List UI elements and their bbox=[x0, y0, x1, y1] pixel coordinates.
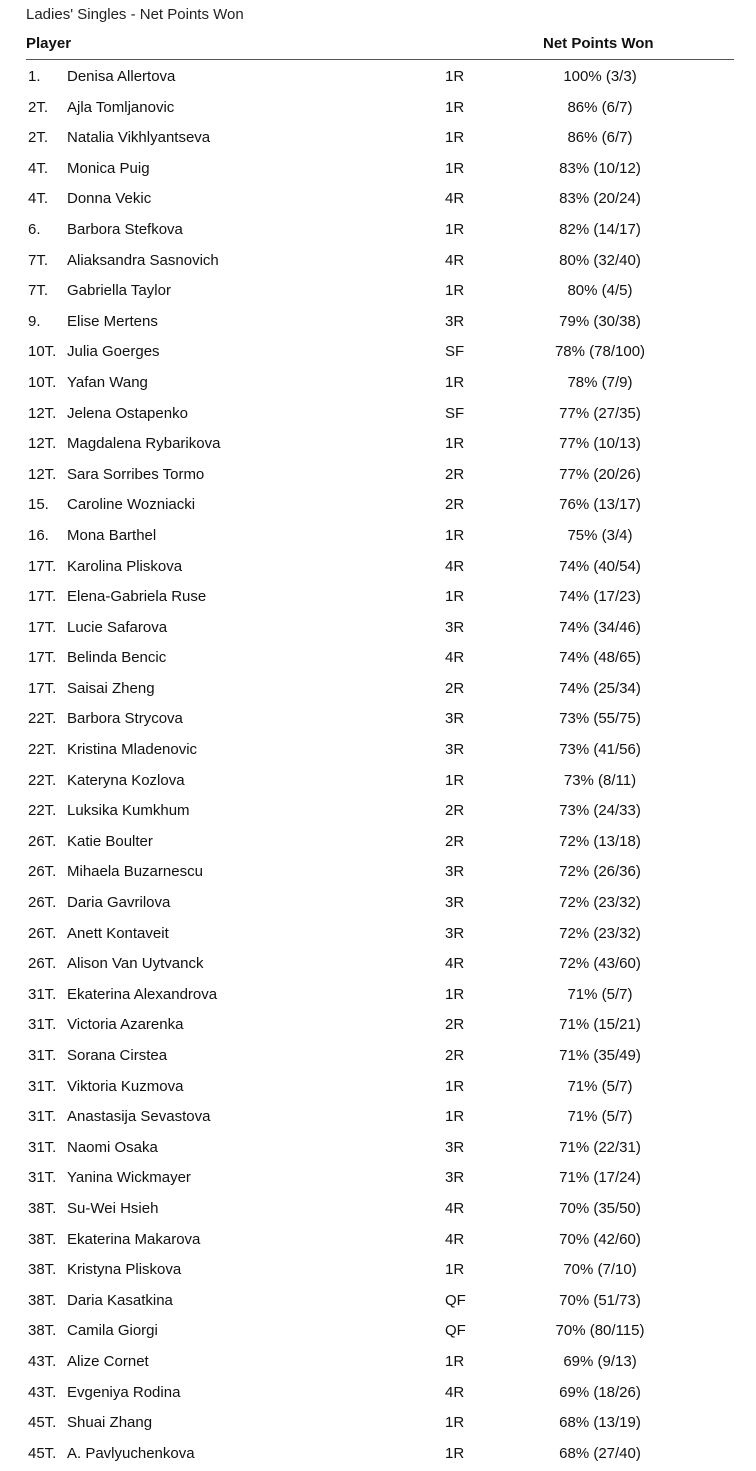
player-name-cell: Jelena Ostapenko bbox=[67, 404, 188, 422]
net-points-cell: 74% (34/46) bbox=[559, 618, 641, 636]
rank-cell: 12T. bbox=[28, 404, 57, 422]
table-row bbox=[0, 489, 756, 520]
player-name-cell: Daria Kasatkina bbox=[67, 1291, 173, 1309]
table-row bbox=[0, 551, 756, 582]
net-points-cell: 74% (48/65) bbox=[559, 649, 641, 667]
net-points-cell: 71% (17/24) bbox=[559, 1169, 641, 1187]
net-points-cell: 70% (51/73) bbox=[559, 1291, 641, 1309]
net-points-cell: 73% (8/11) bbox=[563, 771, 637, 789]
round-cell: 3R bbox=[445, 618, 465, 636]
net-points-cell: 70% (42/60) bbox=[559, 1230, 641, 1248]
net-points-cell: 83% (10/12) bbox=[559, 159, 641, 177]
round-cell: 1R bbox=[445, 985, 465, 1003]
net-points-cell: 80% (32/40) bbox=[559, 251, 641, 269]
player-name-cell: Sara Sorribes Tormo bbox=[67, 465, 205, 483]
round-cell: 4R bbox=[445, 1383, 465, 1401]
round-cell: 2R bbox=[445, 802, 465, 820]
rank-cell: 17T. bbox=[28, 649, 57, 667]
table-row bbox=[0, 948, 756, 979]
table-row bbox=[0, 1346, 756, 1377]
round-cell: 4R bbox=[445, 649, 465, 667]
player-name-cell: Kateryna Kozlova bbox=[67, 771, 185, 789]
rank-cell: 31T. bbox=[28, 1016, 57, 1034]
table-row bbox=[0, 642, 756, 673]
round-cell: 1R bbox=[445, 588, 465, 606]
net-points-cell: 74% (40/54) bbox=[559, 557, 641, 575]
player-name-cell: Ajla Tomljanovic bbox=[67, 98, 175, 116]
rank-cell: 38T. bbox=[28, 1291, 57, 1309]
player-name-cell: Elise Mertens bbox=[67, 312, 158, 330]
rank-cell: 9. bbox=[28, 312, 41, 330]
table-row bbox=[0, 336, 756, 367]
net-points-cell: 72% (23/32) bbox=[559, 924, 641, 942]
net-points-cell: 83% (20/24) bbox=[559, 190, 641, 208]
rank-cell: 31T. bbox=[28, 1138, 57, 1156]
rank-cell: 10T. bbox=[28, 343, 57, 361]
round-cell: 1R bbox=[445, 98, 465, 116]
round-cell: SF bbox=[445, 404, 465, 422]
round-cell: 1R bbox=[445, 1261, 465, 1279]
table-row bbox=[0, 183, 756, 214]
round-cell: 2R bbox=[445, 832, 465, 850]
round-cell: 1R bbox=[445, 1077, 465, 1095]
player-name-cell: Camila Giorgi bbox=[67, 1322, 158, 1340]
rank-cell: 22T. bbox=[28, 710, 57, 728]
table-row bbox=[0, 245, 756, 276]
player-name-cell: Barbora Strycova bbox=[67, 710, 183, 728]
rank-cell: 22T. bbox=[28, 771, 57, 789]
table-row bbox=[0, 1285, 756, 1316]
table-row bbox=[0, 1407, 756, 1438]
player-name-cell: Anastasija Sevastova bbox=[67, 1108, 211, 1126]
table-row bbox=[0, 367, 756, 398]
rank-cell: 2T. bbox=[28, 129, 49, 147]
rank-cell: 31T. bbox=[28, 1108, 57, 1126]
round-cell: 1R bbox=[445, 68, 465, 85]
net-points-cell: 74% (17/23) bbox=[559, 588, 641, 606]
round-cell: 1R bbox=[445, 1414, 465, 1432]
round-cell: 2R bbox=[445, 496, 465, 514]
rank-cell: 38T. bbox=[28, 1261, 57, 1279]
table-row bbox=[0, 459, 756, 490]
player-name-cell: Su-Wei Hsieh bbox=[67, 1199, 159, 1217]
round-cell: SF bbox=[445, 343, 465, 361]
player-name-cell: Aliaksandra Sasnovich bbox=[67, 251, 219, 269]
net-points-cell: 79% (30/38) bbox=[559, 312, 641, 330]
table-row bbox=[0, 122, 756, 153]
player-name-cell: Shuai Zhang bbox=[67, 1414, 153, 1432]
rank-cell: 10T. bbox=[28, 373, 57, 391]
round-cell: 4R bbox=[445, 557, 465, 575]
round-cell: 2R bbox=[445, 679, 465, 697]
player-name-cell: Evgeniya Rodina bbox=[67, 1383, 181, 1401]
player-name-cell: Katie Boulter bbox=[67, 832, 153, 850]
player-name-cell: Mona Barthel bbox=[67, 526, 157, 544]
net-points-cell: 78% (78/100) bbox=[554, 343, 646, 361]
net-points-cell: 77% (10/13) bbox=[559, 435, 641, 453]
player-name-cell: A. Pavlyuchenkova bbox=[67, 1444, 195, 1462]
net-points-cell: 71% (35/49) bbox=[559, 1047, 641, 1064]
player-name-cell: Saisai Zheng bbox=[67, 679, 155, 697]
net-points-cell: 72% (13/18) bbox=[559, 832, 641, 850]
rank-cell: 17T. bbox=[28, 557, 57, 575]
round-cell: 1R bbox=[445, 373, 465, 391]
rank-cell: 7T. bbox=[28, 251, 49, 269]
table-row bbox=[0, 703, 756, 734]
round-cell: QF bbox=[445, 1291, 466, 1309]
table-row bbox=[0, 1438, 756, 1469]
table-row bbox=[0, 1132, 756, 1163]
table-row bbox=[0, 1224, 756, 1255]
player-name-cell: Naomi Osaka bbox=[67, 1138, 158, 1156]
table-row bbox=[0, 306, 756, 337]
table-row bbox=[0, 1377, 756, 1408]
player-name-cell: Alison Van Uytvanck bbox=[67, 955, 204, 973]
player-name-cell: Anett Kontaveit bbox=[67, 924, 169, 942]
round-cell: 3R bbox=[445, 741, 465, 759]
rank-cell: 1. bbox=[28, 68, 41, 85]
net-points-cell: 71% (15/21) bbox=[559, 1016, 641, 1034]
table-row bbox=[0, 795, 756, 826]
round-cell: 1R bbox=[445, 220, 465, 238]
round-cell: 1R bbox=[445, 771, 465, 789]
round-cell: 3R bbox=[445, 1169, 465, 1187]
net-points-cell: 86% (6/7) bbox=[567, 98, 633, 116]
net-points-cell: 70% (35/50) bbox=[559, 1199, 641, 1217]
table-row bbox=[0, 275, 756, 306]
round-cell: 4R bbox=[445, 1199, 465, 1217]
round-cell: 4R bbox=[445, 955, 465, 973]
rank-cell: 38T. bbox=[28, 1230, 57, 1248]
rank-cell: 17T. bbox=[28, 588, 57, 606]
player-name-cell: Elena-Gabriela Ruse bbox=[67, 588, 207, 606]
net-points-cell: 68% (27/40) bbox=[559, 1444, 641, 1462]
rank-cell: 2T. bbox=[28, 98, 49, 116]
table-row bbox=[0, 1315, 756, 1346]
round-cell: 1R bbox=[445, 1108, 465, 1126]
rank-cell: 45T. bbox=[28, 1414, 57, 1432]
player-name-cell: Yanina Wickmayer bbox=[67, 1169, 191, 1187]
rank-cell: 26T. bbox=[28, 832, 57, 850]
net-points-cell: 71% (22/31) bbox=[559, 1138, 641, 1156]
rank-cell: 31T. bbox=[28, 1047, 57, 1064]
net-points-cell: 86% (6/7) bbox=[567, 129, 633, 147]
net-points-cell: 100% (3/3) bbox=[563, 68, 637, 85]
net-points-cell: 73% (24/33) bbox=[559, 802, 641, 820]
round-cell: 1R bbox=[445, 159, 465, 177]
rank-cell: 43T. bbox=[28, 1383, 57, 1401]
net-points-cell: 70% (80/115) bbox=[555, 1322, 645, 1340]
player-name-cell: Luksika Kumkhum bbox=[67, 802, 190, 820]
header-divider bbox=[26, 59, 734, 60]
net-points-cell: 72% (43/60) bbox=[559, 955, 641, 973]
rank-cell: 45T. bbox=[28, 1444, 57, 1462]
net-points-cell: 73% (41/56) bbox=[559, 741, 641, 759]
table-row bbox=[0, 398, 756, 429]
table-row bbox=[0, 612, 756, 643]
column-header-net-points-won: Net Points Won bbox=[543, 35, 654, 52]
rank-cell: 31T. bbox=[28, 1077, 57, 1095]
player-name-cell: Victoria Azarenka bbox=[67, 1016, 184, 1034]
round-cell: 3R bbox=[445, 863, 465, 881]
column-header-player: Player bbox=[26, 35, 72, 52]
round-cell: 1R bbox=[445, 1352, 465, 1370]
rank-cell: 31T. bbox=[28, 985, 57, 1003]
player-name-cell: Julia Goerges bbox=[67, 343, 160, 361]
player-name-cell: Ekaterina Makarova bbox=[67, 1230, 201, 1248]
player-name-cell: Denisa Allertova bbox=[67, 68, 176, 85]
player-name-cell: Barbora Stefkova bbox=[67, 220, 183, 238]
net-points-cell: 72% (26/36) bbox=[559, 863, 641, 881]
table-header bbox=[26, 35, 734, 59]
net-points-cell: 70% (7/10) bbox=[563, 1261, 637, 1279]
rank-cell: 26T. bbox=[28, 955, 57, 973]
table-row bbox=[0, 214, 756, 245]
round-cell: 4R bbox=[445, 190, 465, 208]
net-points-cell: 72% (23/32) bbox=[559, 894, 641, 912]
rank-cell: 26T. bbox=[28, 894, 57, 912]
table-row bbox=[0, 581, 756, 612]
player-name-cell: Kristina Mladenovic bbox=[67, 741, 198, 759]
net-points-cell: 76% (13/17) bbox=[559, 496, 641, 514]
net-points-cell: 71% (5/7) bbox=[567, 1108, 633, 1126]
round-cell: QF bbox=[445, 1322, 466, 1340]
rank-cell: 17T. bbox=[28, 679, 57, 697]
player-name-cell: Magdalena Rybarikova bbox=[67, 435, 221, 453]
player-name-cell: Gabriella Taylor bbox=[67, 282, 171, 300]
round-cell: 2R bbox=[445, 1016, 465, 1034]
rank-cell: 22T. bbox=[28, 741, 57, 759]
table-row bbox=[0, 1101, 756, 1132]
net-points-cell: 82% (14/17) bbox=[559, 220, 641, 238]
table-row bbox=[0, 979, 756, 1010]
player-name-cell: Monica Puig bbox=[67, 159, 150, 177]
net-points-cell: 78% (7/9) bbox=[567, 373, 633, 391]
player-name-cell: Sorana Cirstea bbox=[67, 1047, 168, 1064]
rank-cell: 4T. bbox=[28, 159, 49, 177]
rank-cell: 16. bbox=[28, 526, 49, 544]
net-points-cell: 73% (55/75) bbox=[559, 710, 641, 728]
table-row bbox=[0, 1254, 756, 1285]
rank-cell: 43T. bbox=[28, 1352, 57, 1370]
rank-cell: 22T. bbox=[28, 802, 57, 820]
rank-cell: 31T. bbox=[28, 1169, 57, 1187]
table-row bbox=[0, 61, 756, 92]
table-body bbox=[0, 61, 756, 1468]
round-cell: 4R bbox=[445, 251, 465, 269]
net-points-cell: 68% (13/19) bbox=[559, 1414, 641, 1432]
round-cell: 4R bbox=[445, 1230, 465, 1248]
rank-cell: 17T. bbox=[28, 618, 57, 636]
table-row bbox=[0, 887, 756, 918]
net-points-cell: 69% (18/26) bbox=[559, 1383, 641, 1401]
round-cell: 1R bbox=[445, 129, 465, 147]
table-row bbox=[0, 153, 756, 184]
table-row bbox=[0, 1162, 756, 1193]
round-cell: 2R bbox=[445, 465, 465, 483]
net-points-cell: 74% (25/34) bbox=[559, 679, 641, 697]
net-points-cell: 77% (20/26) bbox=[559, 465, 641, 483]
table-row bbox=[0, 92, 756, 123]
table-row bbox=[0, 765, 756, 796]
player-name-cell: Ekaterina Alexandrova bbox=[67, 985, 218, 1003]
table-row bbox=[0, 1071, 756, 1102]
table-row bbox=[0, 1193, 756, 1224]
round-cell: 3R bbox=[445, 710, 465, 728]
table-row bbox=[0, 1040, 756, 1071]
table-row bbox=[0, 428, 756, 459]
rank-cell: 12T. bbox=[28, 465, 57, 483]
player-name-cell: Viktoria Kuzmova bbox=[67, 1077, 184, 1095]
round-cell: 3R bbox=[445, 924, 465, 942]
net-points-cell: 80% (4/5) bbox=[567, 282, 633, 300]
round-cell: 3R bbox=[445, 312, 465, 330]
rank-cell: 4T. bbox=[28, 190, 49, 208]
net-points-cell: 71% (5/7) bbox=[567, 1077, 633, 1095]
rank-cell: 38T. bbox=[28, 1199, 57, 1217]
table-row bbox=[0, 918, 756, 949]
rank-cell: 6. bbox=[28, 220, 41, 238]
table-row bbox=[0, 520, 756, 551]
rank-cell: 15. bbox=[28, 496, 49, 514]
player-name-cell: Alize Cornet bbox=[67, 1352, 149, 1370]
rank-cell: 26T. bbox=[28, 924, 57, 942]
net-points-cell: 77% (27/35) bbox=[559, 404, 641, 422]
round-cell: 1R bbox=[445, 282, 465, 300]
round-cell: 3R bbox=[445, 1138, 465, 1156]
round-cell: 3R bbox=[445, 894, 465, 912]
table-row bbox=[0, 734, 756, 765]
table-row bbox=[0, 673, 756, 704]
rank-cell: 38T. bbox=[28, 1322, 57, 1340]
player-name-cell: Yafan Wang bbox=[67, 373, 148, 391]
page-title: Ladies' Singles - Net Points Won bbox=[26, 6, 244, 23]
player-name-cell: Lucie Safarova bbox=[67, 618, 168, 636]
table-row bbox=[0, 856, 756, 887]
player-name-cell: Belinda Bencic bbox=[67, 649, 167, 667]
player-name-cell: Daria Gavrilova bbox=[67, 894, 171, 912]
rank-cell: 7T. bbox=[28, 282, 49, 300]
table-row bbox=[0, 1009, 756, 1040]
rank-cell: 26T. bbox=[28, 863, 57, 881]
table-row bbox=[0, 826, 756, 857]
player-name-cell: Karolina Pliskova bbox=[67, 557, 183, 575]
rank-cell: 12T. bbox=[28, 435, 57, 453]
round-cell: 2R bbox=[445, 1047, 465, 1064]
player-name-cell: Mihaela Buzarnescu bbox=[67, 863, 203, 881]
net-points-cell: 69% (9/13) bbox=[563, 1352, 637, 1370]
net-points-cell: 71% (5/7) bbox=[567, 985, 633, 1003]
net-points-cell: 75% (3/4) bbox=[567, 526, 633, 544]
player-name-cell: Natalia Vikhlyantseva bbox=[67, 129, 211, 147]
player-name-cell: Kristyna Pliskova bbox=[67, 1261, 182, 1279]
round-cell: 1R bbox=[445, 526, 465, 544]
player-name-cell: Caroline Wozniacki bbox=[67, 496, 196, 514]
round-cell: 1R bbox=[445, 1444, 465, 1462]
player-name-cell: Donna Vekic bbox=[67, 190, 152, 208]
round-cell: 1R bbox=[445, 435, 465, 453]
